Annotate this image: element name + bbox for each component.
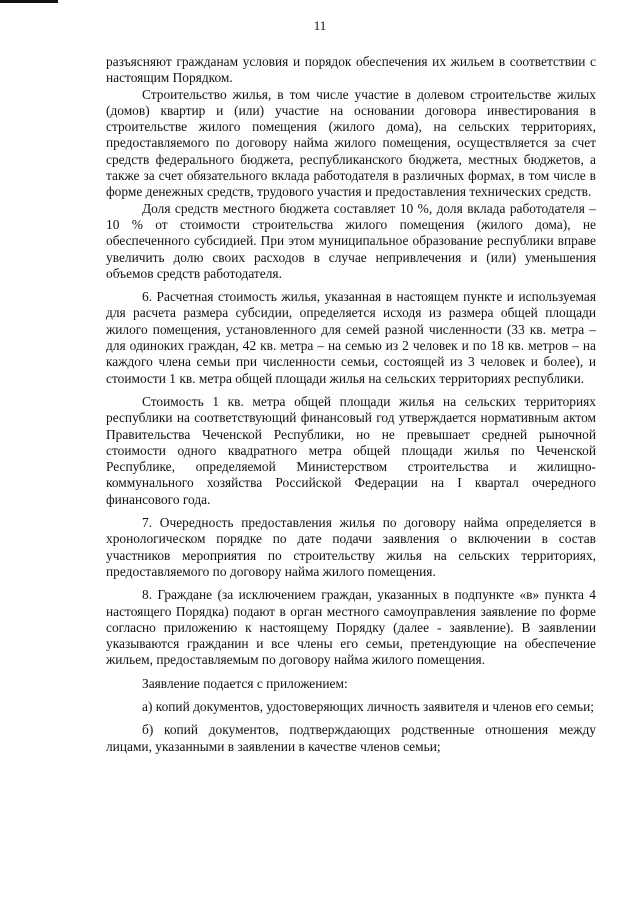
page-number: 11 [313, 18, 327, 33]
paragraph-intro-continuation: разъясняют гражданам условия и порядок обеспечения их жильем в соответствии с настоящим Порядком. [106, 54, 596, 86]
paragraph-item-6: 6. Расчетная стоимость жилья, указанная в настоящем пункте и используемая для расчета размера субсидии, определяется исходя из размера общей площади жилого помещения, установленного для семей разной численности (33 кв. метра – для одиноких граждан, 42 кв. метра – на семью из 2 человек и по 18 кв. метров – на каждого члена семьи при численности семьи, состоящей из 3 человек и более), и стоимости 1 кв. метра общей площади жилья на сельских территориях республики. [106, 289, 596, 386]
paragraph-attachments-intro: Заявление подается с приложением: [142, 675, 348, 691]
document-body [106, 54, 596, 755]
paragraph-item-7: 7. Очередность предоставления жилья по договору найма определяется в хронологическом порядке по дате подачи заявления о включении в состав участников мероприятия по строительству жилья на сельских территориях, предоставляемого по договору найма жилого помещения. [106, 515, 596, 579]
paragraph-attachment-b: б) копий документов, подтверждающих родственные отношения между лицами, указанными в заявлении в качестве членов семьи; [106, 722, 596, 754]
paragraph-construction-funding: Строительство жилья, в том числе участие в долевом строительстве жилых (домов) квартир и (или) участие на основании договора инвестирования в строительстве жилого помещения (жилого дома), на сельских территориях, предоставляемого по договору найма жилого помещения, осуществляется за счет средств федерального бюджета, республиканского бюджета, местных бюджетов, а также за счет обязательного вклада работодателя в различных формах, в том числе в форме денежных средств, трудового участия и предоставления технических средств. [106, 86, 596, 200]
paragraph-item-8: 8. Граждане (за исключением граждан, указанных в подпункте «в» пункта 4 настоящего Порядка) подают в орган местного самоуправления заявление по форме согласно приложению к настоящему Порядку (далее - заявление). В заявлении указываются гражданин и все члены его семьи, претендующие на обеспечение жильем, предоставляемым по договору найма жилого помещения. [106, 587, 596, 668]
paragraph-attachment-a: а) копий документов, удостоверяющих личность заявителя и членов его семьи; [142, 698, 594, 714]
paragraph-budget-share: Доля средств местного бюджета составляет 10 %, доля вклада работодателя – 10 % от стоимости строительства жилого помещения (жилого дома), не обеспеченного субсидией. При этом муниципальное образование республики вправе увеличить долю своих расходов в случае непривлечения и (или) уменьшения объемов средств работодателя. [106, 200, 596, 281]
paragraph-cost-per-meter: Стоимость 1 кв. метра общей площади жилья на сельских территориях республики на соответствующий финансовый год утверждается нормативным актом Правительства Чеченской Республики, но не превышает средней рыночной стоимости одного квадратного метра общей площади жилья по Чеченской Республике, определяемой Министерством строительства и жилищно-коммунального хозяйства Российской Федерации на I квартал очередного финансового года. [106, 393, 596, 507]
corner-mark [0, 0, 58, 3]
